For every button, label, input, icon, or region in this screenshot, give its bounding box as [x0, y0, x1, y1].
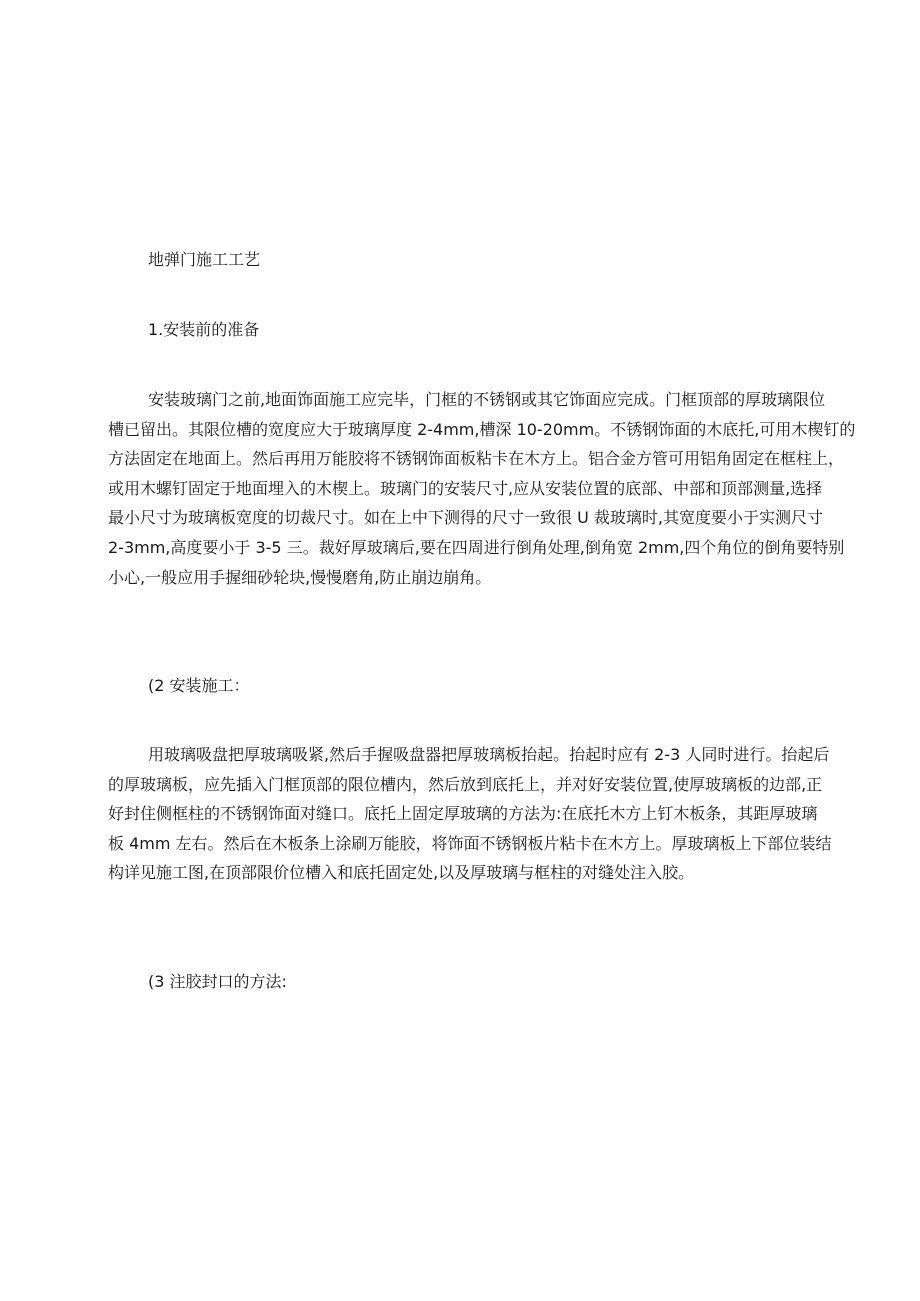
section-heading-installation: (2 安装施工： [148, 676, 250, 695]
paragraph-line: 好封住侧框柱的不锈钢饰面对缝口。底托上固定厚玻璃的方法为:在底托木方上钉木板条，其距厚玻璃 [108, 804, 818, 824]
paragraph-line: 槽已留出。其限位槽的宽度应大于玻璃厚度 2-4mm,槽深 10-20mm。不锈钢饰面的木底托,可用木楔钉的 [108, 419, 856, 439]
paragraph-preparation [108, 385, 856, 592]
paragraph-line: 最小尺寸为玻璃板宽度的切裁尺寸。如在上中下测得的尺寸一致很 U 裁玻璃时,其宽度要小于实测尺寸 [108, 508, 823, 528]
document-title: 地弹门施工工艺 [148, 250, 261, 269]
paragraph-line: 或用木螺钉固定于地面埋入的木楔上。玻璃门的安装尺寸,应从安装位置的底部、中部和顶部测量,选择 [108, 478, 823, 498]
paragraph-line: 小心,一般应用手握细砂轮块,慢慢磨角,防止崩边崩角。 [108, 567, 492, 587]
paragraph-line: 用玻璃吸盘把厚玻璃吸紧,然后手握吸盘器把厚玻璃板抬起。抬起时应有 2-3 人同时进行。抬起后 [148, 745, 830, 764]
paragraph-line: 的厚玻璃板，应先插入门框顶部的限位槽内，然后放到底托上，并对好安装位置,使厚玻璃板的边部,正 [108, 774, 823, 794]
paragraph-line: 2-3mm,高度要小于 3-5 三。裁好厚玻璃后,要在四周进行倒角处理,倒角宽 2mm,四个角位的倒角要特别 [108, 537, 845, 557]
paragraph-installation [108, 740, 832, 888]
section-heading-sealing: (3 注胶封口的方法: [148, 972, 287, 991]
section-heading-preparation: 1.安装前的准备 [148, 320, 260, 339]
paragraph-line: 方法固定在地面上。然后再用万能胶将不锈钢饰面板粘卡在木方上。铝合金方管可用铝角固定在框柱上， [108, 449, 845, 469]
paragraph-line: 板 4mm 左右。然后在木板条上涂刷万能胶，将饰面不锈钢板片粘卡在木方上。厚玻璃板上下部位装结 [108, 833, 832, 853]
paragraph-line: 构详见施工图,在顶部限价位槽入和底托固定处,以及厚玻璃与框柱的对缝处注入胶。 [108, 863, 695, 883]
paragraph-line: 安装玻璃门之前,地面饰面施工应完毕，门框的不锈钢或其它饰面应完成。门框顶部的厚玻璃限位 [148, 390, 826, 409]
